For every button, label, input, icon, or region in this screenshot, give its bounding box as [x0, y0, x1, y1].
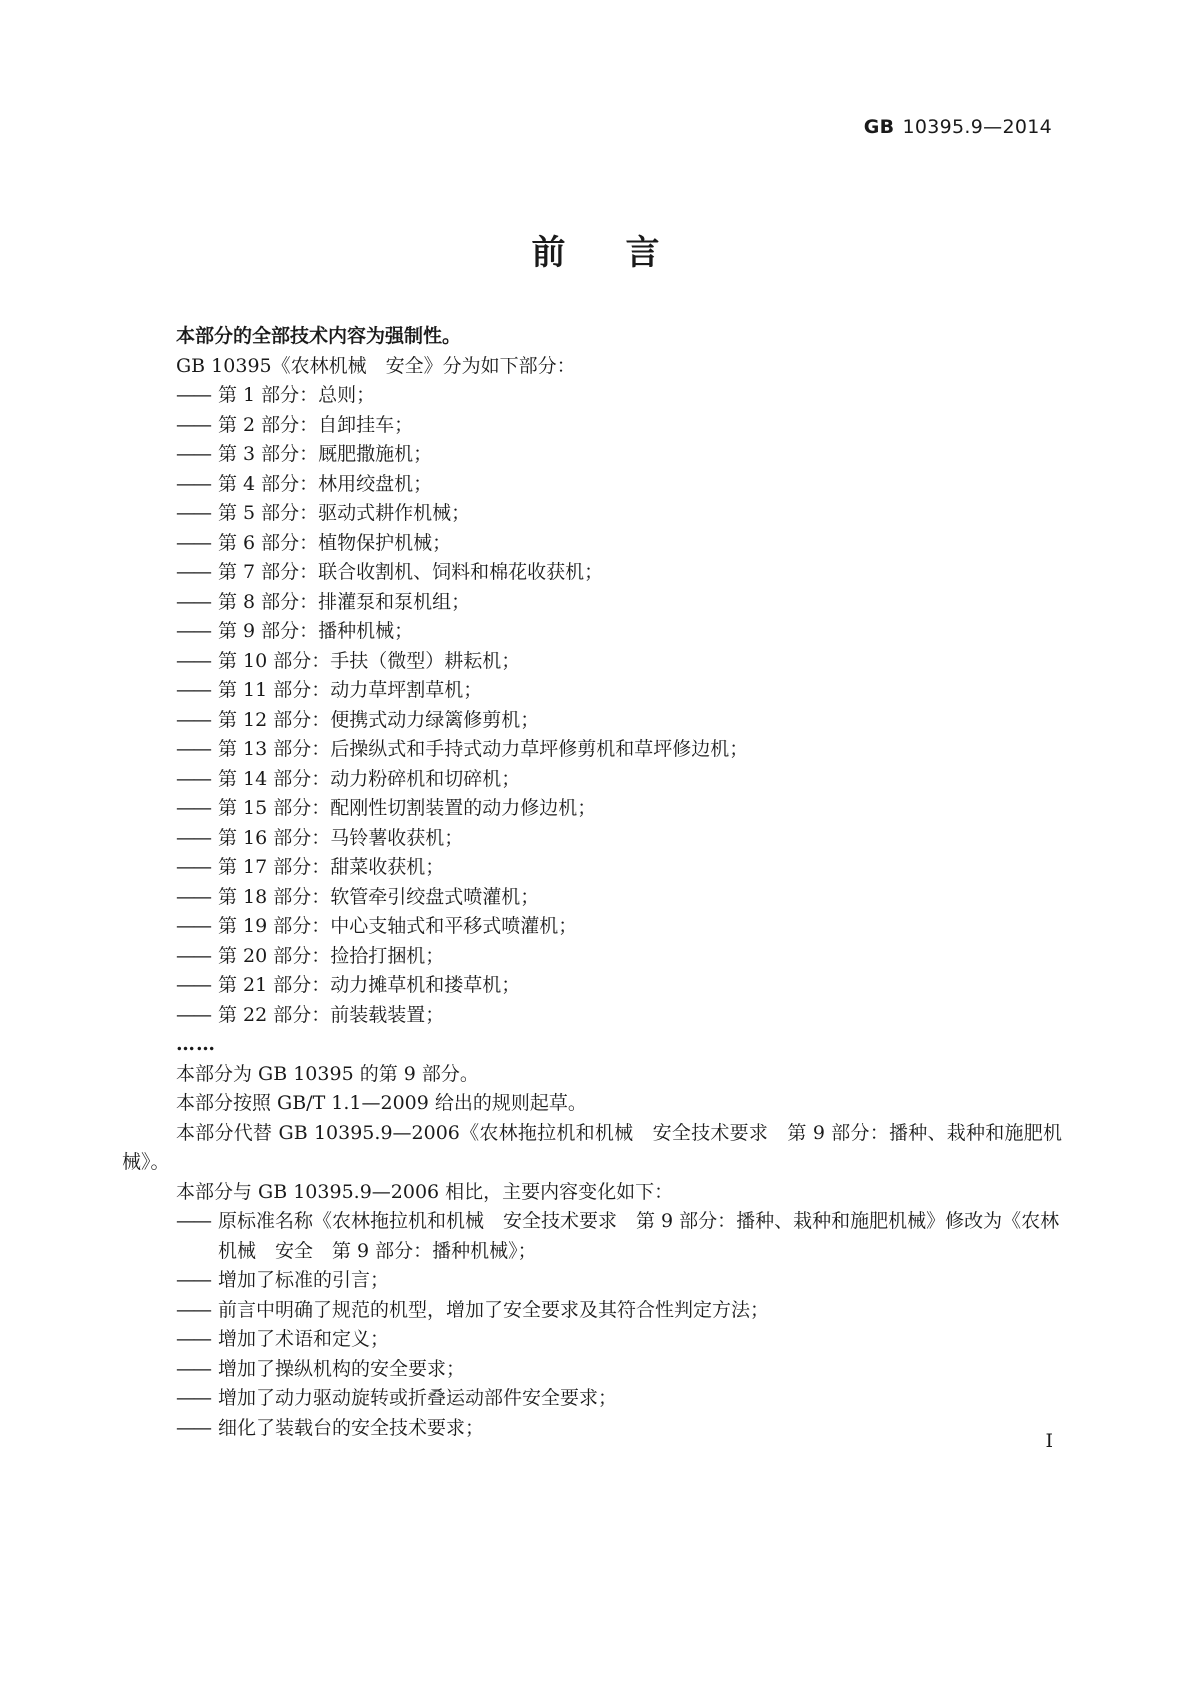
- list-item: —— 第 22 部分：前装载装置；: [176, 1003, 445, 1026]
- list-item: —— 增加了操纵机构的安全要求；: [176, 1357, 466, 1380]
- list-item: —— 第 7 部分：联合收割机、饲料和棉花收获机；: [176, 561, 604, 583]
- list-item: —— 增加了标准的引言；: [176, 1269, 390, 1291]
- list-item: —— 第 11 部分：动力草坪割草机；: [176, 679, 483, 701]
- document-body: [122, 322, 1062, 1443]
- list-item: —— 第 16 部分：马铃薯收获机；: [176, 826, 464, 849]
- parts-intro: GB 10395《农林机械 安全》分为如下部分：: [176, 354, 576, 377]
- list-item: —— 第 13 部分：后操纵式和手持式动力草坪修剪机和草坪修边机；: [176, 738, 749, 760]
- changes-list: [122, 1207, 1062, 1443]
- changes-intro: 本部分与 GB 10395.9—2006 相比，主要内容变化如下：: [176, 1180, 674, 1203]
- replaces-statement: 本部分代替 GB 10395.9—2006《农林拖拉机和机械 安全技术要求 第 9 部分：播种、栽种和施肥机械》。: [122, 1121, 1062, 1173]
- list-item: —— 第 14 部分：动力粉碎机和切碎机；: [176, 767, 521, 790]
- list-item: —— 第 3 部分：厩肥撒施机；: [176, 443, 433, 465]
- list-item: —— 第 20 部分：捡拾打捆机；: [176, 944, 445, 967]
- list-item: —— 第 4 部分：林用绞盘机；: [176, 472, 433, 495]
- ellipsis: ……: [176, 1033, 216, 1055]
- list-item: —— 增加了术语和定义；: [176, 1328, 390, 1350]
- list-item: —— 第 8 部分：排灌泵和泵机组；: [176, 590, 471, 613]
- page-number: I: [1045, 1430, 1053, 1452]
- list-item: —— 第 12 部分：便携式动力绿篱修剪机；: [176, 708, 540, 731]
- list-item: —— 原标准名称《农林拖拉机和机械 安全技术要求 第 9 部分：播种、栽种和施肥机械》修改为《农林机械 安全 第 9 部分：播种机械》；: [176, 1210, 1060, 1262]
- list-item: —— 第 19 部分：中心支轴式和平移式喷灌机；: [176, 915, 578, 937]
- page-title: 前言: [531, 233, 720, 273]
- list-item: —— 细化了装载台的安全技术要求；: [176, 1416, 485, 1439]
- standard-prefix: GB: [863, 116, 895, 138]
- list-item: —— 第 1 部分：总则；: [176, 384, 376, 406]
- list-item: —— 第 10 部分：手扶（微型）耕耘机；: [176, 649, 521, 672]
- standard-code: 10395.9—2014: [902, 116, 1052, 138]
- list-item: —— 第 2 部分：自卸挂车；: [176, 413, 414, 436]
- list-item: —— 第 9 部分：播种机械；: [176, 620, 414, 642]
- list-item: —— 第 17 部分：甜菜收获机；: [176, 856, 445, 878]
- this-part-statement: 本部分为 GB 10395 的第 9 部分。: [176, 1062, 479, 1085]
- list-item: —— 第 18 部分：软管牵引绞盘式喷灌机；: [176, 885, 540, 908]
- standard-number: [864, 116, 1052, 138]
- list-item: —— 第 6 部分：植物保护机械；: [176, 531, 452, 554]
- list-item: —— 第 21 部分：动力摊草机和搂草机；: [176, 974, 521, 996]
- list-item: —— 第 15 部分：配刚性切割装置的动力修边机；: [176, 797, 597, 819]
- drafting-statement: 本部分按照 GB/T 1.1—2009 给出的规则起草。: [176, 1092, 587, 1114]
- list-item: —— 增加了动力驱动旋转或折叠运动部件安全要求；: [176, 1387, 618, 1409]
- parts-list: [122, 381, 1062, 1030]
- list-item: —— 第 5 部分：驱动式耕作机械；: [176, 502, 471, 524]
- list-item: —— 前言中明确了规范的机型，增加了安全要求及其符合性判定方法；: [176, 1298, 770, 1321]
- mandatory-statement: 本部分的全部技术内容为强制性。: [176, 325, 462, 347]
